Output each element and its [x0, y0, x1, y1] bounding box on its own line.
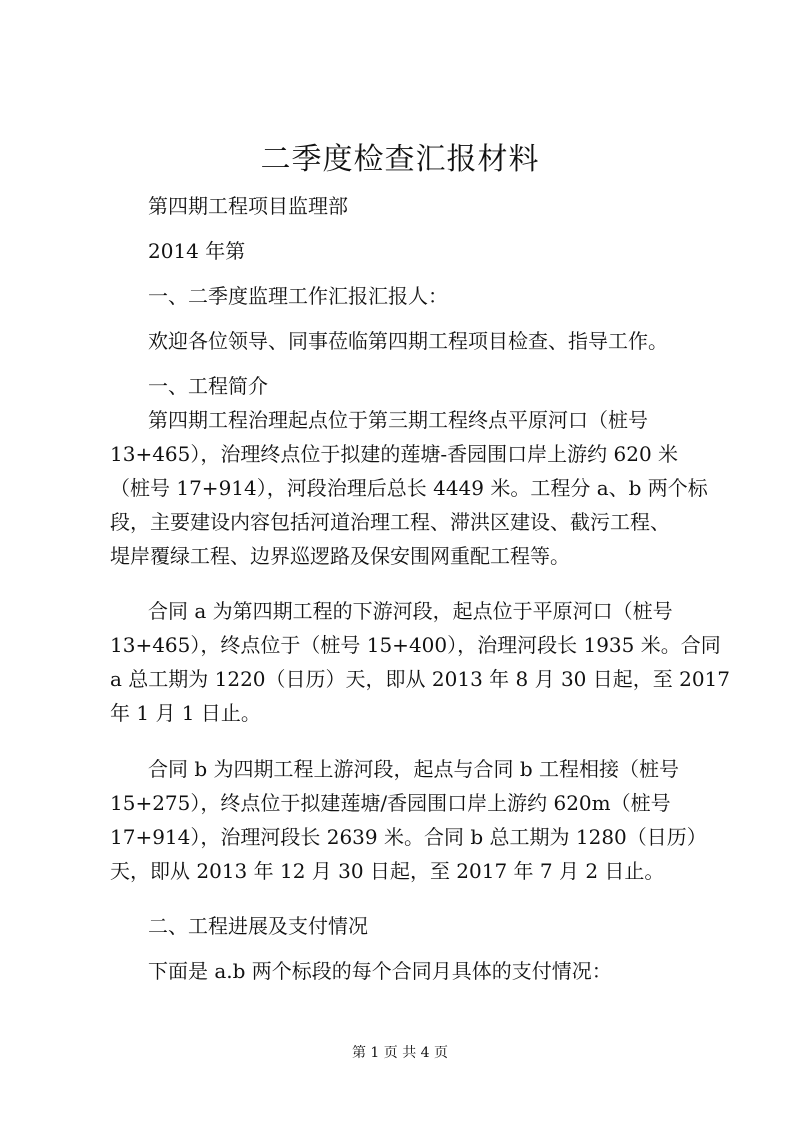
text-line: 段，主要建设内容包括河道治理工程、滞洪区建设、截污工程、: [110, 510, 670, 534]
text-line: 第四期工程项目监理部: [148, 194, 348, 218]
text-line: 下面是 a.b 两个标段的每个合同月具体的支付情况：: [148, 959, 612, 983]
text-line: 第四期工程治理起点位于第三期工程终点平原河口（桩号: [148, 408, 648, 432]
text-line: 2014 年第: [148, 239, 246, 263]
text-line: a 总工期为 1220（日历）天，即从 2013 年 8 月 30 日起，至 2017: [110, 667, 731, 691]
text-line: 年 1 月 1 日止。: [110, 701, 261, 725]
text-line: 17+914），治理河段长 2639 米。合同 b 总工期为 1280（日历）: [110, 825, 707, 849]
text-line: 天，即从 2013 年 12 月 30 日起，至 2017 年 7 月 2 日止。: [110, 859, 665, 883]
section-heading: 一、工程简介: [148, 374, 268, 398]
document-title: 二季度检查汇报材料: [260, 142, 540, 177]
section-heading: 二、工程进展及支付情况: [148, 914, 368, 938]
text-line: 合同 a 为第四期工程的下游河段，起点位于平原河口（桩号: [148, 599, 673, 623]
text-line: 堤岸覆绿工程、边界巡逻路及保安围网重配工程等。: [110, 544, 570, 568]
page-footer: 第 1 页 共 4 页: [351, 1045, 449, 1061]
text-line: （桩号 17+914），河段治理后总长 4449 米。工程分 a、b 两个标: [110, 476, 708, 500]
text-line: 合同 b 为四期工程上游河段，起点与合同 b 工程相接（桩号: [148, 757, 680, 781]
text-line: 13+465），终点位于（桩号 15+400），治理河段长 1935 米。合同: [110, 633, 721, 657]
text-line: 13+465），治理终点位于拟建的莲塘-香园围口岸上游约 620 米: [110, 442, 679, 466]
text-line: 一、二季度监理工作汇报汇报人：: [148, 284, 448, 308]
text-line: 15+275），终点位于拟建莲塘/香园围口岸上游约 620m（桩号: [110, 791, 671, 815]
text-line: 欢迎各位领导、同事莅临第四期工程项目检查、指导工作。: [148, 329, 668, 353]
